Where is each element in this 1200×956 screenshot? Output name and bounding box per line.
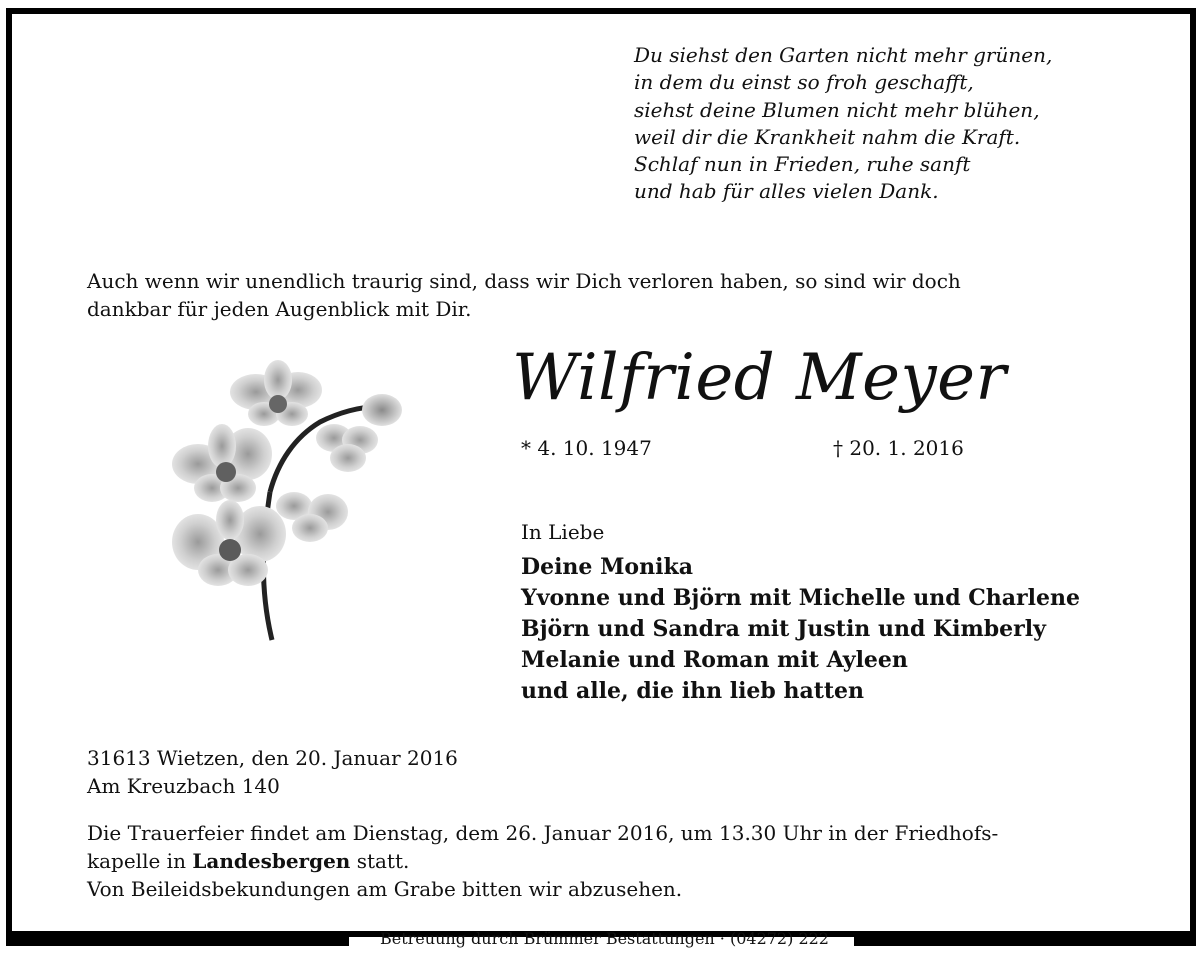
deceased-name: Wilfried Meyer bbox=[512, 341, 1007, 415]
funeral-line: Von Beileidsbekundungen am Grabe bitten wir abzusehen. bbox=[87, 877, 683, 901]
place-and-date bbox=[87, 744, 458, 800]
family-line: Deine Monika bbox=[521, 554, 693, 580]
orchid-icon bbox=[160, 352, 410, 644]
family-line: Björn und Sandra mit Justin und Kimberly bbox=[521, 616, 1046, 642]
poem-line: in dem du einst so froh geschafft, bbox=[634, 70, 974, 95]
funeral-line bbox=[87, 847, 998, 875]
footer-text: Betreuung durch Brümmer Bestattungen · (04272) 222 bbox=[380, 929, 829, 948]
birth-date: * 4. 10. 1947 bbox=[521, 436, 652, 460]
footer-bar bbox=[6, 935, 349, 946]
funeral-location: Landesbergen bbox=[192, 849, 351, 873]
poem-line: siehst deine Blumen nicht mehr blühen, bbox=[634, 97, 1040, 122]
intro-line: dankbar für jeden Augenblick mit Dir. bbox=[87, 297, 472, 321]
poem bbox=[634, 42, 1052, 206]
funeral-text: statt. bbox=[350, 849, 410, 873]
place-line: 31613 Wietzen, den 20. Januar 2016 bbox=[87, 746, 458, 770]
intro-text bbox=[87, 267, 1117, 323]
funeral-notice bbox=[87, 819, 998, 903]
death-date: † 20. 1. 2016 bbox=[833, 436, 964, 460]
footer-bar bbox=[854, 935, 1196, 946]
address-line: Am Kreuzbach 140 bbox=[87, 774, 280, 798]
poem-line: Schlaf nun in Frieden, ruhe sanft bbox=[634, 152, 971, 177]
funeral-line: Die Trauerfeier findet am Dienstag, dem 26. Januar 2016, um 13.30 Uhr in der Friedhofs- bbox=[87, 821, 999, 845]
family-line: Yvonne und Björn mit Michelle und Charlene bbox=[521, 585, 1080, 611]
family-list bbox=[521, 552, 1080, 707]
poem-line: weil dir die Krankheit nahm die Kraft. bbox=[634, 124, 1021, 149]
funeral-text: kapelle in bbox=[87, 849, 193, 873]
in-liebe-label: In Liebe bbox=[521, 520, 605, 544]
intro-line: Auch wenn wir unendlich traurig sind, dass wir Dich verloren haben, so sind wir doch bbox=[87, 269, 961, 293]
poem-line: Du siehst den Garten nicht mehr grünen, bbox=[634, 43, 1053, 67]
family-line: und alle, die ihn lieb hatten bbox=[521, 678, 865, 704]
family-line: Melanie und Roman mit Ayleen bbox=[521, 647, 908, 673]
poem-line: und hab für alles vielen Dank. bbox=[634, 179, 939, 204]
footer bbox=[6, 925, 1196, 949]
